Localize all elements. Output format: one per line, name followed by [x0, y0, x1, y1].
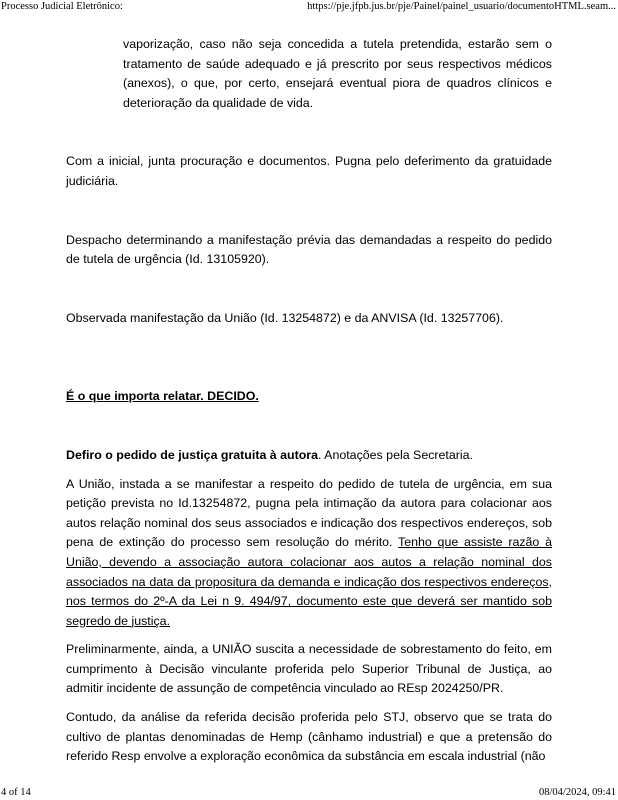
paragraph-continuation: vaporização, caso não seja concedida a tutela pretendida, estarão sem o tratamento de saúde adequado e já prescrito por seus respectivos médicos (anexos), o que, por certo, ensejará eventual piora de quadros clínicos e deterioração da qualidade de vida.	[123, 37, 552, 110]
print-footer	[0, 786, 618, 800]
paragraph-contudo: Contudo, da análise da referida decisão proferida pelo STJ, observo que se trata do cultivo de plantas denominadas de Hemp (cânhamo industrial) e que a pretensão do referido Resp envolve a exploração econômica da substância em escala industrial (não	[66, 710, 552, 764]
paragraph-defiro	[66, 446, 552, 466]
paragraph-inicial: Com a inicial, junta procuração e documentos. Pugna pelo deferimento da gratuidade judiciária.	[66, 154, 552, 188]
print-header	[0, 0, 618, 14]
paragraph-despacho: Despacho determinando a manifestação prévia das demandadas a respeito do pedido de tutela de urgência (Id. 13105920).	[66, 232, 552, 267]
defiro-rest-text: . Anotações pela Secretaria.	[317, 447, 473, 462]
paragraph-observada: Observada manifestação da União (Id. 13254872) e da ANVISA (Id. 13257706).	[66, 310, 504, 325]
print-footer-page: 4 of 14	[1, 787, 31, 798]
print-footer-datetime: 08/04/2024, 09:41	[538, 787, 616, 798]
paragraph-uniao	[66, 475, 552, 632]
print-header-title: Processo Judicial Eletrônico:	[1, 1, 123, 12]
uniao-underlined-text: Tenho que assiste razão à União, devendo a associação autora colacionar aos autos a relação nominal dos associados na data da propositura da demanda e indicação dos respectivos endereços, nos termos do 2º-A da Lei n 9. 494/97, documento este que deverá ser mantido sob segredo de justiça.	[66, 535, 552, 628]
document-body	[66, 35, 552, 767]
heading-relatar-decido: É o que importa relatar. DECIDO.	[66, 389, 259, 404]
paragraph-preliminarmente: Preliminarmente, ainda, a UNIÃO suscita a necessidade de sobrestamento do feito, em cumprimento à Decisão vinculante proferida pelo Superior Tribunal de Justiça, ao admitir incidente de assunção de competência vinculado ao REsp 2024250/PR.	[66, 642, 552, 696]
print-header-url: https://pje.jfpb.jus.br/pje/Painel/painel_usuario/documentoHTML.seam...	[307, 1, 616, 12]
defiro-bold-text: Defiro o pedido de justiça gratuita à autora	[66, 447, 318, 462]
uniao-plain-text: A União, instada a se manifestar a respeito do pedido de tutela de urgência, em sua petição prevista no Id.13254872, pugna pela intimação da autora para colacionar aos autos relação nominal dos seus associados e indicação dos respectivos endereços, sob pena de extinção do processo sem resolução do mérito.	[66, 476, 552, 550]
